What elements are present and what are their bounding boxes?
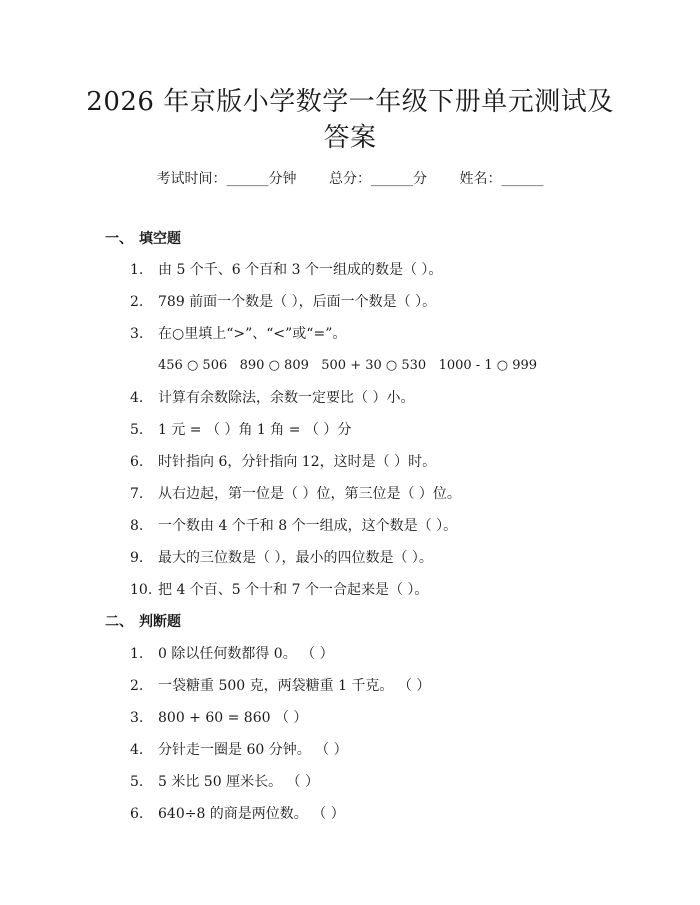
question-text: 从右边起，第一位是（ ）位，第三位是（ ）位。 [158, 486, 461, 502]
question-text: 计算有余数除法，余数一定要比（ ）小。 [158, 390, 415, 406]
question-item [130, 517, 457, 535]
question-number: 1. [130, 262, 144, 278]
question-item [130, 773, 319, 791]
question-text: 一袋糖重 500 克，两袋糖重 1 千克。 （ ） [158, 678, 431, 694]
section-title: 判断题 [139, 614, 181, 630]
question-number: 9. [130, 550, 144, 566]
question-item [130, 677, 430, 695]
question-text: 由 5 个千、6 个百和 3 个一组成的数是（ ）。 [158, 262, 443, 278]
question-item [130, 421, 351, 439]
question-item [130, 293, 436, 311]
question-item [130, 389, 414, 407]
section-title: 填空题 [139, 231, 181, 247]
question-number: 3. [130, 326, 144, 342]
section-true-false-heading [105, 613, 181, 631]
comparison-row: 456 ○ 506 890 ○ 809 500 + 30 ○ 530 1000 - 1 ○ 999 [158, 358, 538, 373]
section-number: 二、 [105, 614, 133, 630]
question-item [130, 453, 436, 471]
question-item [130, 581, 428, 599]
question-number: 8. [130, 518, 144, 534]
question-item [130, 645, 334, 663]
question-text: 时针指向 6，分针指向 12，这时是（ ）时。 [158, 454, 437, 470]
question-number: 2. [130, 294, 144, 310]
question-item [130, 261, 442, 279]
question-number: 7. [130, 486, 144, 502]
question-text: 789 前面一个数是（ ），后面一个数是（ ）。 [158, 294, 437, 310]
question-number: 1. [130, 646, 144, 662]
question-item [130, 485, 461, 503]
question-text: 640÷8 的商是两位数。 （ ） [158, 806, 345, 822]
section-fill-in-heading [105, 230, 181, 248]
question-text: 0 除以任何数都得 0。 （ ） [158, 646, 334, 662]
question-number: 4. [130, 742, 144, 758]
question-item [130, 741, 348, 759]
total-score-field: 总分：______分 [329, 171, 427, 187]
section-number: 一、 [105, 231, 133, 247]
student-name-field: 姓名：______ [459, 171, 544, 187]
question-number: 5. [130, 422, 144, 438]
question-item [130, 805, 345, 823]
question-number: 6. [130, 454, 144, 470]
question-item [130, 549, 433, 567]
title-line-1: 2026 年京版小学数学一年级下册单元测试及 [86, 87, 614, 117]
question-text: 5 米比 50 厘米长。 （ ） [158, 774, 319, 790]
question-number: 10. [130, 582, 153, 598]
question-text: 在○里填上“>”、“<”或“=”。 [158, 326, 347, 342]
exam-meta [0, 170, 700, 188]
question-text: 一个数由 4 个千和 8 个一组成，这个数是（ ）。 [158, 518, 458, 534]
question-text: 把 4 个百、5 个十和 7 个一合起来是（ ）。 [158, 582, 429, 598]
question-item [130, 325, 346, 343]
question-number: 2. [130, 678, 144, 694]
page-title [0, 84, 700, 156]
title-line-2: 答案 [323, 123, 377, 153]
question-text: 分针走一圈是 60 分钟。 （ ） [158, 742, 348, 758]
question-number: 4. [130, 390, 144, 406]
question-text: 1 元 = （ ）角 1 角 = （ ）分 [158, 422, 352, 438]
question-text: 800 + 60 = 860 （ ） [158, 710, 308, 726]
question-text: 最大的三位数是（ ），最小的四位数是（ ）。 [158, 550, 433, 566]
question-number: 3. [130, 710, 144, 726]
question-number: 5. [130, 774, 144, 790]
exam-time-field: 考试时间：______分钟 [156, 171, 297, 187]
question-number: 6. [130, 806, 144, 822]
question-item [130, 709, 307, 727]
